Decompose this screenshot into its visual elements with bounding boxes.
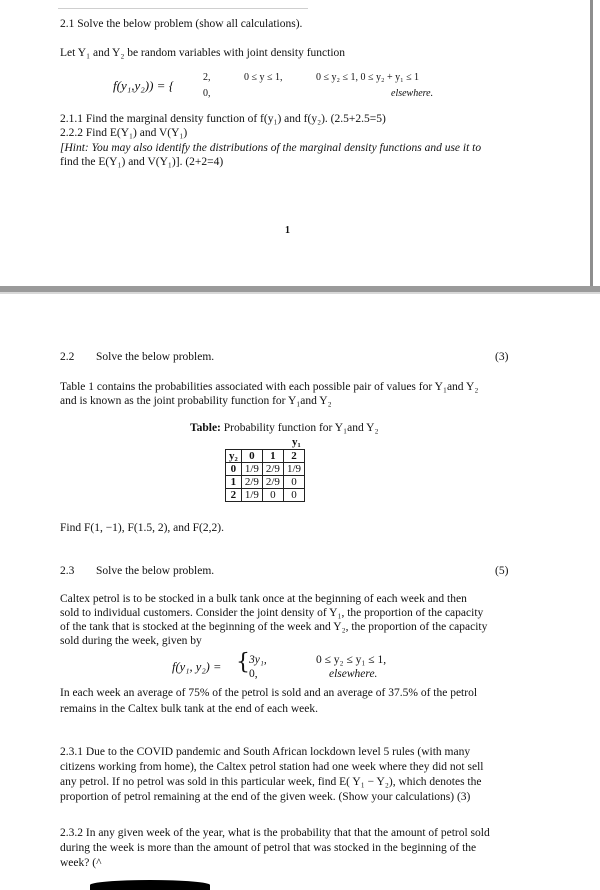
q23-case1-value: 3y₁,	[249, 654, 267, 666]
q232-line: 2.3.2 In any given week of the year, what is the probability that that the amount of petrol sold	[60, 827, 490, 839]
q22-title: Solve the below problem.	[96, 351, 215, 363]
q23-body-line: Caltex petrol is to be stocked in a bulk tank once at the beginning of each week and then	[60, 593, 467, 605]
q23-average-line2: remains in the Caltex bulk tank at the end of each week.	[60, 703, 319, 715]
table-column-variable: y₁	[292, 436, 301, 448]
q231-line: any petrol. If no petrol was sold in this particular week, find E( Y₁ − Y₂), which denotes the	[60, 776, 482, 788]
table-cell: 0	[262, 489, 283, 502]
q23-number: 2.3	[60, 565, 75, 577]
table-cell: 2/9	[241, 476, 262, 489]
q23-function-lhs: f(y₁, y₂) =	[172, 660, 222, 674]
table-cell: 2/9	[262, 476, 283, 489]
q22-body-line2: and is known as the joint probability function for Y₁and Y₂	[60, 395, 332, 407]
page-separator-shadow	[0, 292, 600, 294]
table-caption-label: Table:	[190, 422, 221, 434]
q21-hint-line1: [Hint: You may also identify the distributions of the marginal density functions and use it to	[60, 142, 482, 154]
table-cell: 1/9	[241, 489, 262, 502]
q23-body-line: sold to individual customers. Consider the joint density of Y₁, the proportion of the capacity	[60, 607, 484, 619]
q23-body-line: sold during the week, given by	[60, 635, 202, 647]
page-top-rule	[58, 8, 308, 9]
table-col-header: 1	[262, 450, 283, 463]
q21-case1-cond-b: 0 ≤ y₂ ≤ 1, 0 ≤ y₂ + y₁ ≤ 1	[316, 72, 420, 83]
page-number: 1	[285, 225, 290, 236]
q21-case2-value: 0,	[203, 88, 211, 99]
scan-smudge	[90, 880, 210, 890]
q22-find: Find F(1, −1), F(1.5, 2), and F(2,2).	[60, 522, 224, 534]
q231-line: citizens working from home), the Caltex petrol station had one week where they did not sell	[60, 761, 484, 773]
q23-brace: {	[236, 650, 250, 675]
table-row-label: 2	[226, 489, 242, 502]
q22-marks: (3)	[495, 351, 509, 363]
table-caption	[190, 421, 379, 435]
table-cell: 0	[283, 476, 304, 489]
q232-line: week? (^	[60, 857, 102, 869]
table-cell: 1/9	[241, 463, 262, 476]
table-col-header: 2	[283, 450, 304, 463]
q23-case2-cond: elsewhere.	[329, 668, 378, 680]
q21-heading: 2.1 Solve the below problem (show all calculations).	[60, 18, 303, 30]
q23-body-line: of the tank that is stocked at the beginning of the week and Y₂, the proportion of the capacity	[60, 621, 488, 633]
q21-case2-cond: elsewhere.	[391, 88, 434, 99]
q231-line: 2.3.1 Due to the COVID pandemic and South African lockdown level 5 rules (with many	[60, 746, 471, 758]
q21-function-lhs: f(y₁,y₂)) = {	[113, 78, 174, 93]
table-cell: 1/9	[283, 463, 304, 476]
table-row	[226, 489, 305, 502]
q211-text: 2.1.1 Find the marginal density function of f(y₁) and f(y₂). (2.5+2.5=5)	[60, 113, 386, 125]
q23-marks: (5)	[495, 565, 509, 577]
q212-text: 2.2.2 Find E(Y₁) and V(Y₁)	[60, 127, 188, 139]
page-right-edge	[590, 0, 593, 286]
probability-table	[225, 449, 305, 502]
table-header-row	[226, 450, 305, 463]
q22-number: 2.2	[60, 351, 75, 363]
q21-case1-cond-a: 0 ≤ y ≤ 1,	[244, 72, 283, 83]
table-row-label: 1	[226, 476, 242, 489]
table-row-label: 0	[226, 463, 242, 476]
q21-case1-value: 2,	[203, 72, 211, 83]
q23-case1-cond: 0 ≤ y₂ ≤ y₁ ≤ 1,	[316, 654, 387, 666]
table-caption-text: Probability function for Y₁and Y₂	[220, 422, 379, 434]
q21-hint-line2: find the E(Y₁) and V(Y₁)]. (2+2=4)	[60, 156, 224, 168]
table-cell: 2/9	[262, 463, 283, 476]
q23-title: Solve the below problem.	[96, 565, 215, 577]
table-row	[226, 476, 305, 489]
table-col-header: 0	[241, 450, 262, 463]
table-row	[226, 463, 305, 476]
q21-intro: Let Y₁ and Y₂ be random variables with joint density function	[60, 47, 346, 59]
q22-body-line1: Table 1 contains the probabilities associated with each possible pair of values for Y₁and Y₂	[60, 381, 479, 393]
q23-case2-value: 0,	[249, 668, 258, 680]
table-cell: 0	[283, 489, 304, 502]
q231-line: proportion of petrol remaining at the end of the given week. (Show your calculations) (3)	[60, 791, 471, 803]
q23-average-line1: In each week an average of 75% of the petrol is sold and an average of 37.5% of the petrol	[60, 687, 478, 699]
table-row-variable: y₂	[226, 450, 242, 463]
q232-line: during the week is more than the amount of petrol that was stocked in the beginning of the	[60, 842, 477, 854]
